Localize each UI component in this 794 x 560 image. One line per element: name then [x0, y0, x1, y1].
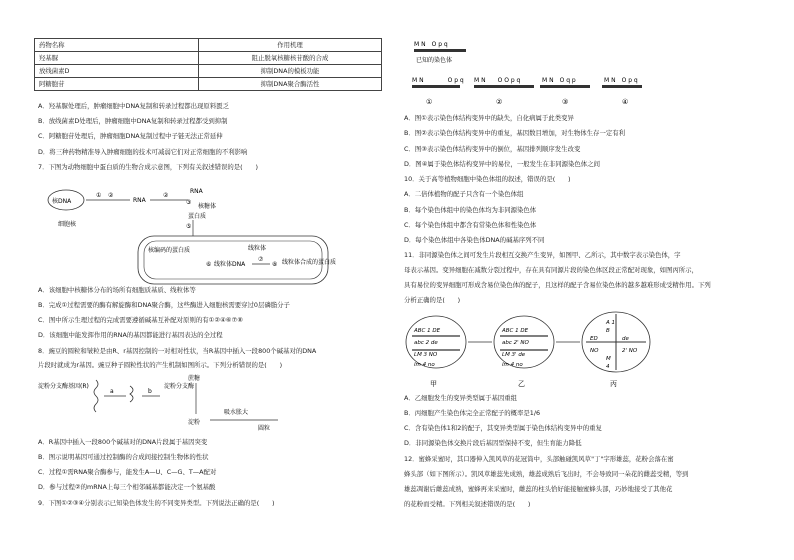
q9-option-b: B．图②表示染色体结构变异中的重复，基因数目增加，对生物体生存一定有利	[404, 129, 626, 137]
ribosome-label: 核糖体	[198, 203, 217, 210]
q6-option-c: C．阿糖胞苷处理后，肿瘤细胞DNA复制过程中子链无法正常延伸	[38, 132, 223, 140]
svg-text:M N O p q: M N O p q	[604, 77, 638, 84]
table-cell: 阿糖胞苷	[35, 78, 199, 91]
variant-label-2: ②	[496, 98, 503, 106]
svg-text:de: de	[622, 336, 629, 342]
q7-option-a: A．该细胞中核糖体分布的场所有细胞质基质、线粒体等	[38, 286, 196, 294]
svg-text:M N O p q: M N O p q	[412, 77, 464, 84]
table-header-row	[35, 39, 382, 52]
svg-text:B: B	[606, 328, 610, 334]
svg-text:a: a	[110, 388, 114, 395]
table-cell: 羟基脲	[35, 52, 199, 65]
svg-text:②: ②	[163, 192, 169, 199]
svg-text:③: ③	[186, 199, 192, 206]
svg-text:M N O O p q: M N O O p q	[474, 77, 521, 84]
q9-stem: 9．下图①②③④分别表示已知染色体发生的不同变异类型。下列说法正确的是( )	[38, 499, 275, 507]
svg-text:2' NO: 2' NO	[622, 348, 638, 354]
table-cell: 抑制DNA的模板功能	[199, 65, 382, 78]
protein-label: 蛋白质	[188, 213, 207, 220]
q8-option-d: D．参与过程②的mRNA上每三个相邻碱基都能决定一个氨基酸	[38, 483, 216, 491]
svg-text:ABC 1 DE: ABC 1 DE	[414, 328, 441, 334]
gene-label: 淀粉分支酶基因(R)	[38, 383, 89, 390]
svg-text:4: 4	[606, 364, 610, 370]
mitochondrion-label: 线粒体	[248, 245, 267, 252]
svg-text:ABC 1 DE: ABC 1 DE	[502, 328, 529, 334]
drug-table	[34, 38, 382, 91]
q8-option-a: A．R基因中插入一段800个碱基对的DNA片段属于基因突变	[38, 438, 208, 446]
svg-text:ED: ED	[590, 336, 598, 342]
table-row	[35, 52, 382, 65]
svg-text:M: M	[606, 356, 611, 362]
mito-dna-label: 线粒体DNA	[214, 261, 246, 268]
svg-text:LM 3 NO: LM 3 NO	[414, 352, 438, 358]
q11-cell-diagram	[404, 310, 664, 390]
mito-protein-label: 线粒体合成的蛋白质	[282, 259, 337, 266]
nuclear-encoded-protein-label: 核编码的蛋白质	[148, 247, 191, 254]
table-cell: 抑制DNA聚合酶活性	[199, 78, 382, 91]
q11-stem-line-1: 11．非同源染色体之间可发生片段相互交换产生变异，如图甲、乙所示，其中数字表示染色体，字	[404, 251, 681, 259]
q7-option-b: B．完成①过程需要的酶有解旋酶和DNA聚合酶，这些酶进入细胞核需要穿过0层磷脂分子	[38, 301, 290, 309]
q12-line-4: 的花粉而受精。下列相关叙述错误的是( )	[404, 500, 531, 508]
q7-protein-synthesis-diagram	[38, 178, 338, 288]
q10-option-c: C．每个染色体组中都含有常染色体和性染色体	[404, 221, 537, 229]
svg-text:②: ②	[108, 192, 114, 199]
svg-text:⑥: ⑥	[206, 261, 212, 268]
known-chrom-letters: M N O p q	[414, 41, 448, 48]
svg-text:M N O q p: M N O q p	[542, 77, 576, 84]
svg-text:abc 2' NO: abc 2' NO	[502, 340, 529, 346]
svg-text:①: ①	[96, 192, 102, 199]
fig-label-yi: 乙	[518, 380, 525, 388]
q11-option-d: D．非同源染色体交换片段后基因型保持不变，但生育能力降低	[404, 439, 582, 447]
q6-option-a: A．羟基脲处理后，肿瘤细胞中DNA复制和转录过程都出现原料匮乏	[38, 102, 229, 110]
rna-label: RNA	[133, 197, 146, 204]
q11-option-c: C．含有染色体1和2的配子，其变异类型属于染色体结构变异中的重复	[404, 424, 602, 432]
known-chrom-label: 已知的染色体	[416, 57, 453, 64]
q8-stem-line-2: 片段时就成为r基因。豌豆种子圆粒性状的产生机制如图所示。下列分析错误的是( )	[38, 361, 283, 369]
svg-text:LM 3' de: LM 3' de	[502, 352, 526, 358]
table-cell: 放线菌素D	[35, 65, 199, 78]
q6-option-b: B．放线菌素D处理后，肿瘤细胞中DNA复制和转录过程都受到抑制	[38, 117, 228, 125]
table-row	[35, 65, 382, 78]
q8-pea-mechanism-diagram	[38, 374, 298, 434]
table-row	[35, 78, 382, 91]
q11-option-b: B．丙细胞产生染色体完全正常配子的概率是1/6	[404, 409, 541, 417]
q11-stem-line-2: 母表示基因。变异细胞在减数分裂过程中，存在具有同源片段的染色体区段正常配对现象，如图丙所示，	[404, 266, 698, 274]
round-seed-label: 圆粒	[258, 425, 271, 432]
fig-label-jia: 甲	[430, 380, 437, 388]
variant-label-4: ④	[622, 98, 629, 106]
q10-option-a: A．二倍体植物的配子只含有一个染色体组	[404, 190, 524, 198]
svg-text:NO: NO	[590, 348, 599, 354]
svg-text:A 1: A 1	[606, 320, 616, 326]
q7-option-c: C．图中所示生理过程的完成需要遵循碱基互补配对原则的有①②④⑥⑦⑧	[38, 316, 243, 324]
q10-option-d: D．每个染色体组中各染色体DNA的碱基序列不同	[404, 236, 545, 244]
q10-stem: 10．关于高等植物细胞中染色体组的叙述，错误的是( )	[404, 175, 571, 183]
variant-label-1: ①	[426, 98, 433, 106]
svg-text:abc 2 de: abc 2 de	[414, 340, 438, 346]
fig-label-bing: 丙	[610, 380, 617, 388]
table-header-cell: 药物名称	[35, 39, 199, 52]
q8-option-b: B．图示说明基因可通过控制酶的合成间接控制生物体的性状	[38, 453, 209, 461]
rna-label-2: RNA	[190, 188, 203, 195]
q8-stem-line-1: 8．豌豆的圆粒和皱粒是由R、r基因控制的一对相对性状，当R基因中插入一段800个碱基对的DNA	[38, 347, 317, 355]
svg-text:⑤: ⑤	[186, 223, 192, 230]
q12-line-1: 12．蜜蜂采蜜时，其口器伸入凯风草的花冠筒中，头部触碰凯风草"丁"字形雄蕊，花粉会落在蜜	[404, 455, 674, 463]
q9-chromosome-diagram	[404, 36, 784, 108]
table-header-cell: 作用机理	[199, 39, 382, 52]
table-cell: 阻止脱氧核糖核苷酸的合成	[199, 52, 382, 65]
q11-stem-line-4: 分析正确的是( )	[404, 296, 461, 304]
q8-option-c: C．过程①需RNA聚合酶参与，能发生A—U、C—G、T—A配对	[38, 468, 217, 476]
q12-line-3: 雄蕊凋谢后雌蕊成熟，蜜蜂再来采蜜时，雌蕊的柱头恰好能接触蜜蜂头部，巧妙地接受了其他花	[404, 485, 673, 493]
nucleus-label: 细胞核	[58, 221, 77, 228]
q9-option-c: C．图③表示染色体结构变异中的倒位，基因排列顺序发生改变	[404, 145, 581, 153]
starch-label: 淀粉	[188, 419, 201, 426]
q9-option-d: D．图④属于染色体结构变异中的易位，一般发生在非同源染色体之间	[404, 160, 600, 168]
q11-stem-line-3: 具有易位的变异细胞可形成含易位染色体的配子，且这样的配子含易位染色体的越多越难形成受精作用。下列	[404, 281, 711, 289]
svg-text:⑦: ⑦	[258, 256, 264, 263]
svg-text:⑧: ⑧	[272, 261, 278, 268]
svg-text:b: b	[148, 388, 152, 395]
q10-option-b: B．每个染色体组中的染色体均为非同源染色体	[404, 206, 537, 214]
svg-text:lm 4 no: lm 4 no	[414, 362, 435, 368]
svg-text:lm 4 no: lm 4 no	[502, 362, 523, 368]
sucrose-label: 蔗糖	[188, 375, 201, 382]
enzyme-label: 淀粉分支酶	[164, 383, 195, 390]
q11-option-a: A．乙细胞发生的变异类型属于基因重组	[404, 394, 518, 402]
q9-option-a: A．图①表示染色体结构变异中的缺失，自化病属于此类变异	[404, 114, 574, 122]
nuclear-dna-label: 核DNA	[52, 198, 72, 205]
q12-line-2: 蜂头部（如下图所示）。凯风草雄蕊先成熟，雄蕊成熟后飞出时，不会导致同一朵花的雌蕊受精，等到	[404, 470, 689, 478]
absorb-water-label: 吸水胀大	[224, 409, 249, 416]
q7-option-d: D．该细胞中能发挥作用的RNA的基因都能进行基因表达的全过程	[38, 331, 223, 339]
q7-stem: 7．下图为动物细胞中蛋白质的生物合成示意图，下列有关叙述错误的是( )	[38, 163, 258, 171]
q6-option-d: D．将三种药物精准导入肿瘤细胞的技术可减弱它们对正常细胞的不利影响	[38, 148, 248, 156]
variant-label-3: ③	[562, 98, 569, 106]
